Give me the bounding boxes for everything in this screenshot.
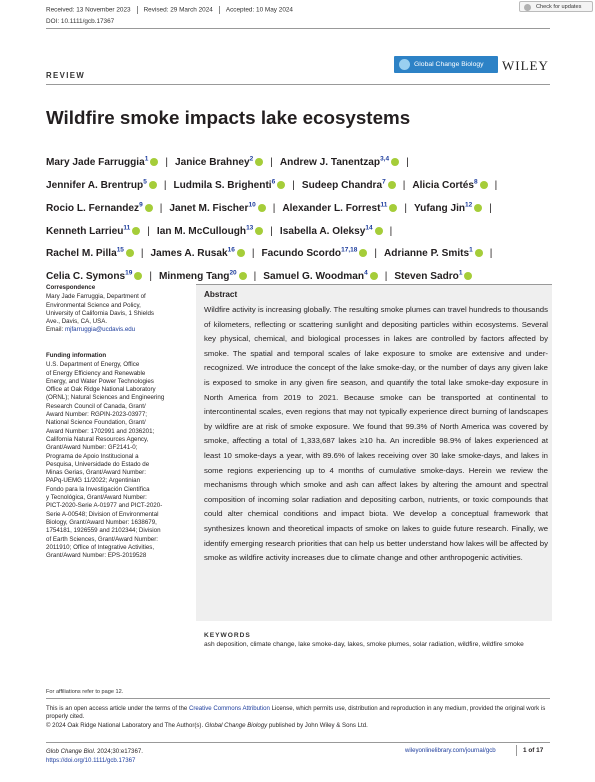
orcid-icon[interactable] — [237, 249, 245, 257]
affiliation-number[interactable]: 1 — [469, 247, 473, 255]
author-separator: | — [159, 202, 163, 214]
author-name: Ludmila S. Brighenti — [173, 180, 272, 192]
orcid-icon[interactable] — [359, 249, 367, 257]
correspondence-heading: Correspondence — [46, 284, 96, 291]
funding-line: Energy, and Water Power Technologies — [46, 377, 154, 385]
funding-block — [46, 352, 186, 560]
author-separator: | — [251, 248, 255, 260]
revised-date: Revised: 29 March 2024 — [143, 6, 213, 14]
orcid-icon[interactable] — [475, 249, 483, 257]
author[interactable] — [412, 180, 487, 191]
author-separator: | — [374, 248, 378, 260]
affiliation-number[interactable]: 17,18 — [341, 247, 358, 255]
author-separator: | — [149, 271, 152, 283]
correspondence-line: University of California Davis, 1 Shields — [46, 309, 154, 317]
author[interactable] — [263, 271, 377, 282]
affiliation-number[interactable]: 19 — [125, 269, 133, 277]
author-separator: | — [163, 180, 167, 192]
funding-line: Award Number: RGPIN-2023-03977; — [46, 411, 147, 419]
check-updates-button[interactable] — [519, 1, 593, 12]
orcid-icon[interactable] — [480, 181, 488, 189]
divider — [46, 698, 550, 699]
affiliation-number[interactable]: 6 — [271, 178, 276, 186]
affiliation-number[interactable]: 9 — [139, 201, 143, 209]
author-separator: | — [253, 271, 257, 283]
author-separator: | — [389, 225, 393, 237]
author-separator: | — [147, 225, 150, 237]
author[interactable] — [280, 157, 399, 168]
affiliation-number[interactable]: 11 — [380, 201, 388, 209]
affiliation-number[interactable]: 15 — [116, 247, 124, 255]
orcid-icon[interactable] — [391, 158, 399, 166]
orcid-icon[interactable] — [389, 204, 397, 212]
copyright-journal: Global Change Biology — [204, 721, 268, 729]
affiliation-number[interactable]: 20 — [229, 269, 237, 277]
funding-line: Minas Gerias, Grant/Award Number: — [46, 469, 146, 477]
funding-line: Grant/Award Number: GF2141-0; — [46, 444, 138, 452]
journal-website-link[interactable]: wileyonlinelibrary.com/journal/gcb — [405, 747, 496, 754]
citation-journal: Glob Change Biol. — [46, 748, 96, 755]
author[interactable] — [46, 226, 140, 237]
divider — [46, 84, 550, 85]
orcid-icon[interactable] — [145, 204, 153, 212]
funding-line: U.S. Department of Energy, Office — [46, 361, 140, 369]
author[interactable] — [159, 271, 247, 282]
author-name: Mary Jade Farruggia — [46, 157, 145, 169]
author-separator: | — [406, 157, 409, 169]
affiliation-number[interactable]: 1 — [144, 156, 149, 163]
orcid-icon[interactable] — [277, 181, 285, 189]
author[interactable] — [414, 203, 482, 214]
affiliation-number[interactable]: 8 — [474, 178, 478, 186]
author-name: James A. Rusak — [150, 248, 228, 260]
author-name: Janet M. Fischer — [169, 202, 249, 214]
orcid-icon[interactable] — [134, 272, 142, 280]
license-pre: This is an open access article under the terms of the — [46, 705, 189, 712]
orcid-icon[interactable] — [375, 227, 383, 235]
funding-line: 1754181, 1926559 and 2102344; Division — [46, 527, 161, 535]
author-name: Minmeng Tang — [158, 271, 230, 283]
orcid-icon[interactable] — [258, 204, 266, 212]
funding-line: Research Council of Canada, Grant/ — [46, 402, 146, 410]
orcid-icon[interactable] — [150, 158, 158, 166]
crossmark-icon — [524, 4, 531, 11]
author-separator: | — [494, 180, 498, 192]
copyright-post: published by John Wiley & Sons Ltd. — [267, 721, 368, 729]
funding-line: Grant/Award Number: EPS-2019528 — [46, 552, 147, 560]
affiliation-number[interactable]: 11 — [123, 224, 131, 232]
affiliation-number[interactable]: 14 — [365, 224, 373, 232]
publisher-logo: WILEY — [502, 58, 549, 73]
author-separator: | — [489, 248, 493, 260]
orcid-icon[interactable] — [255, 158, 263, 166]
correspondence-block — [46, 284, 186, 335]
orcid-icon[interactable] — [132, 227, 140, 235]
affiliations-note: For affiliations refer to page 12. — [46, 689, 124, 695]
author-separator: | — [384, 271, 388, 283]
correspondence-line: Ave., Davis, CA, USA. — [46, 318, 108, 326]
citation-doi-link[interactable]: https://doi.org/10.1111/gcb.17367 — [46, 757, 136, 764]
author[interactable] — [46, 180, 157, 191]
author-separator: | — [270, 157, 273, 169]
accepted-date: Accepted: 10 May 2024 — [225, 6, 293, 14]
orcid-icon[interactable] — [255, 227, 263, 235]
author[interactable] — [46, 248, 134, 259]
author-separator: | — [140, 248, 144, 260]
funding-line: Pesquisa, Universidade do Estado de — [46, 460, 150, 468]
email-link[interactable]: mjfarruggia@ucdavis.edu — [64, 326, 136, 334]
funding-line: California Natural Resources Agency, — [46, 435, 149, 443]
check-updates-label: Check for updates — [536, 4, 582, 10]
funding-line: of Earth Sciences, Grant/Award Number: — [46, 535, 158, 543]
abstract-text: Wildfire activity is increasing globally. The resulting smoke plumes can travel hundreds to thousands of kilometers, reflecting or scattering sunlight and depositing particles within ecosystems. Several key physical, chemical, and biological processes in lakes are controlled by factors affected by smoke. The spatial and temporal scales of lake exposure to smoke are extensive and under-recognized. We introduce the concept of the lake smoke-day, or the number of days any given lake is exposed to smoke in any given fire season, and quantify the total lake smoke-day exposure in North America from 2019 to 2021. Because smoke can be transported at continental to intercontinental scales, even regions that may not typically experience direct burning of landscapes by wildfire are at risk of smoke exposure. We found that 99.3% of North America was covered by smoke, affecting a total of 1,333,687 lakes ≥10 ha. An incredible 98.9% of lakes experienced at least 10 smoke-days a year, with 89.6% of lakes receiving over 30 lake smoke-days, and lakes in some regions experiencing up to 4 months of cumulative smoke-days. Herein we review the mechanisms through which smoke and ash can affect lakes by altering the amount and spectral composition of incoming solar radiation and depositing carbon, nutrients, or toxic compounds that could alter chemical conditions and impact biota. We develop a conceptual framework that synthesizes known and theoretical impacts of smoke on lakes to guide future research. Finally, we identify emerging research priorities that can help us better understand how lakes will be affected by smoke as wildfire activity increases due to climate change and other anthropogenic activities. — [204, 305, 548, 563]
author-separator: | — [165, 157, 168, 169]
license-link[interactable]: Creative Commons Attribution — [188, 705, 270, 712]
license-post: License, which permits use, distribution and reproduction in any medium, provided the original work is properly cited. — [46, 705, 546, 721]
license-text — [46, 705, 556, 730]
funding-line: PICT-2020-Serie A-01977 and PICT-2020- — [46, 502, 163, 510]
funding-line: Fondo para la Investigación Científica — [46, 485, 150, 493]
affiliation-number[interactable]: 10 — [248, 201, 256, 209]
globe-icon — [399, 59, 410, 70]
correspondence-line: Environmental Science and Policy, — [46, 301, 141, 309]
author[interactable] — [173, 180, 285, 191]
author-name: Ian M. McCullough — [156, 225, 247, 237]
divider — [46, 28, 550, 29]
received-date: Received: 13 November 2023 — [46, 6, 131, 14]
copyright-pre: © 2024 Oak Ridge National Laboratory and The Author(s). — [46, 721, 205, 729]
correspondence-email-row — [46, 326, 186, 334]
author-name: Isabella A. Oleksy — [279, 225, 366, 237]
author[interactable] — [46, 157, 158, 168]
funding-line: National Science Foundation, Grant/ — [46, 419, 146, 427]
funding-line: PAPq-UEMG 11/2022; Argentinian — [46, 477, 141, 485]
page-number: 1 of 17 — [523, 747, 544, 754]
affiliation-number[interactable]: 13 — [246, 224, 254, 232]
funding-line: Biology, Grant/Award Number: 1638679, — [46, 518, 157, 526]
author-separator: | — [404, 202, 407, 214]
author[interactable] — [280, 226, 383, 237]
author-name: Celia C. Symons — [46, 271, 126, 283]
author-list — [46, 150, 556, 287]
author-name: Alicia Cortés — [412, 180, 475, 192]
funding-line: Serie A-00548; Division of Environmental — [46, 510, 159, 518]
author-name: Yufang Jin — [414, 202, 466, 214]
affiliation-number[interactable]: 1 — [458, 269, 463, 277]
author-name: Sudeep Chandra — [301, 180, 383, 192]
orcid-icon[interactable] — [149, 181, 157, 189]
author-separator: | — [489, 202, 492, 214]
author-name: Adrianne P. Smits — [384, 248, 470, 260]
funding-line: Office at Oak Ridge National Laboratory — [46, 386, 156, 394]
funding-line: (ORNL); Natural Sciences and Engineering — [46, 394, 165, 402]
author[interactable] — [46, 203, 153, 214]
author-name: Rachel M. Pilla — [46, 248, 117, 260]
author[interactable] — [302, 180, 396, 191]
correspondence-line: Mary Jade Farruggia, Department of — [46, 293, 146, 301]
author-name: Steven Sadro — [394, 271, 459, 283]
author-name: Samuel G. Woodman — [263, 271, 365, 283]
orcid-icon[interactable] — [474, 204, 482, 212]
author-line — [46, 173, 556, 196]
author-separator: | — [292, 180, 295, 192]
author[interactable] — [46, 271, 142, 282]
divider — [219, 6, 220, 14]
author-name: Andrew J. Tanentzap — [279, 157, 381, 169]
affiliation-number[interactable]: 7 — [382, 178, 386, 186]
article-title: Wildfire smoke impacts lake ecosystems — [46, 107, 411, 128]
doi: DOI: 10.1111/gcb.17367 — [46, 18, 115, 25]
author[interactable] — [394, 271, 472, 282]
affiliation-number[interactable]: 12 — [465, 201, 473, 209]
funding-line: Award Number: 1702991 and 2036201; — [46, 427, 155, 435]
citation — [46, 747, 143, 765]
affiliation-number[interactable]: 3,4 — [380, 156, 390, 163]
author-line — [46, 241, 556, 264]
orcid-icon[interactable] — [370, 272, 378, 280]
author-name: Rocio L. Fernandez — [46, 202, 140, 214]
orcid-icon[interactable] — [239, 272, 247, 280]
author[interactable] — [282, 203, 397, 214]
orcid-icon[interactable] — [126, 249, 134, 257]
author[interactable] — [175, 157, 263, 168]
funding-line: Programa de Apoio Institucional a — [46, 452, 139, 460]
funding-heading: Funding information — [46, 352, 107, 359]
article-dates — [46, 6, 293, 14]
affiliation-number[interactable]: 5 — [143, 178, 147, 186]
author-separator: | — [402, 180, 406, 192]
divider — [516, 745, 517, 756]
author-line — [46, 218, 556, 241]
journal-badge[interactable] — [394, 56, 498, 73]
author-name: Alexander L. Forrest — [282, 202, 381, 214]
keywords-heading: KEYWORDS — [204, 632, 251, 639]
author[interactable] — [261, 248, 367, 259]
author-separator: | — [272, 202, 276, 214]
affiliation-number[interactable]: 16 — [227, 247, 235, 255]
funding-line: of Energy Efficiency and Renewable — [46, 369, 146, 377]
author-line — [46, 150, 556, 173]
divider — [137, 6, 138, 14]
author-name: Janice Brahney — [174, 157, 250, 169]
divider — [46, 742, 550, 743]
author-name: Facundo Scordo — [261, 248, 342, 260]
author-separator: | — [270, 225, 273, 237]
journal-badge-label: Global Change Biology — [414, 61, 484, 68]
affiliation-number[interactable]: 2 — [249, 156, 254, 163]
section-label: REVIEW — [46, 71, 86, 80]
author[interactable] — [151, 248, 245, 259]
orcid-icon[interactable] — [388, 181, 396, 189]
author[interactable] — [384, 248, 483, 259]
keywords-text: ash deposition, climate change, lake smoke-day, lakes, smoke plumes, solar radiation, wildfire, wildfire smoke — [204, 641, 524, 648]
author-name: Jennifer A. Brentrup — [46, 180, 144, 192]
author[interactable] — [157, 226, 263, 237]
orcid-icon[interactable] — [464, 272, 472, 280]
funding-line: 2011910; Office of Integrative Activities, — [46, 543, 155, 551]
citation-volume: 2024;30:e17367. — [95, 748, 143, 755]
email-label: Email: — [46, 326, 64, 334]
affiliation-number[interactable]: 4 — [364, 269, 368, 277]
author[interactable] — [169, 203, 265, 214]
funding-line: y Tecnológica, Grant/Award Number: — [46, 494, 147, 502]
abstract-heading: Abstract — [204, 290, 238, 299]
author-line — [46, 196, 556, 219]
author-name: Kenneth Larrieu — [46, 225, 124, 237]
